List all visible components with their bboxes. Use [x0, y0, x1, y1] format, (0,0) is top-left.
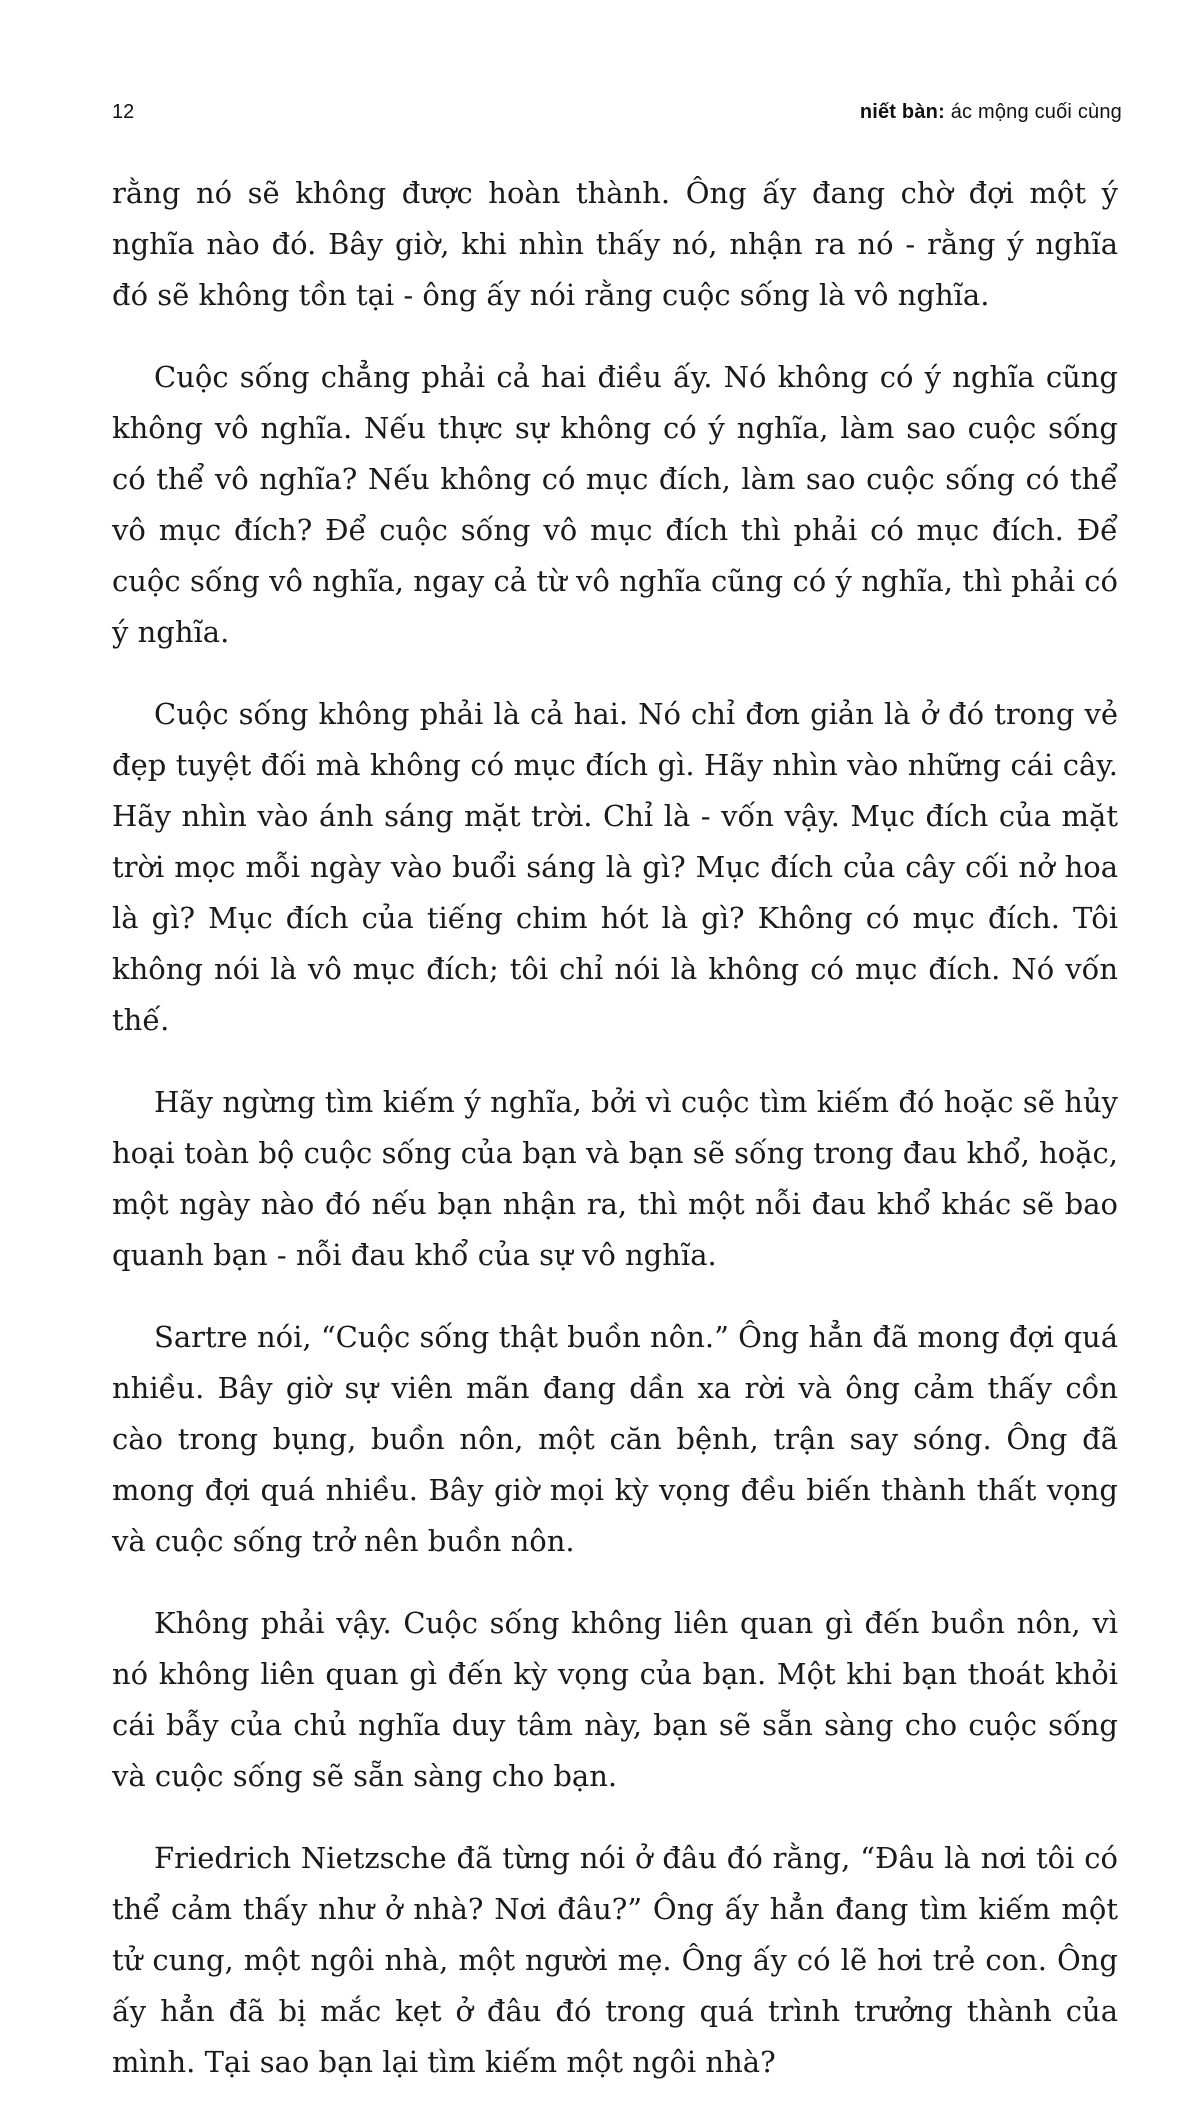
paragraph: Cuộc sống chẳng phải cả hai điều ấy. Nó không có ý nghĩa cũng không vô nghĩa. Nếu thực sự không có ý nghĩa, làm sao cuộc sống có thể vô nghĩa? Nếu không có mục đích, làm sao cuộc sống có thể vô mục đích? Để cuộc sống vô mục đích thì phải có mục đích. Để cuộc sống vô nghĩa, ngay cả từ vô nghĩa cũng có ý nghĩa, thì phải có ý nghĩa. [112, 360, 1118, 649]
paragraph: rằng nó sẽ không được hoàn thành. Ông ấy đang chờ đợi một ý nghĩa nào đó. Bây giờ, khi nhìn thấy nó, nhận ra nó - rằng ý nghĩa đó sẽ không tồn tại - ông ấy nói rằng cuộc sống là vô nghĩa. [112, 176, 1118, 312]
page-number: 12 [112, 100, 135, 123]
paragraph: Sartre nói, “Cuộc sống thật buồn nôn.” Ông hẳn đã mong đợi quá nhiều. Bây giờ sự viên mãn đang dần xa rời và ông cảm thấy cồn cào trong bụng, buồn nôn, một căn bệnh, trận say sóng. Ông đã mong đợi quá nhiều. Bây giờ mọi kỳ vọng đều biến thành thất vọng và cuộc sống trở nên buồn nôn. [112, 1320, 1118, 1558]
paragraph: Cuộc sống không phải là cả hai. Nó chỉ đơn giản là ở đó trong vẻ đẹp tuyệt đối mà không có mục đích gì. Hãy nhìn vào những cái cây. Hãy nhìn vào ánh sáng mặt trời. Chỉ là - vốn vậy. Mục đích của mặt trời mọc mỗi ngày vào buổi sáng là gì? Mục đích của cây cối nở hoa là gì? Mục đích của tiếng chim hót là gì? Không có mục đích. Tôi không nói là vô mục đích; tôi chỉ nói là không có mục đích. Nó vốn thế. [112, 697, 1118, 1037]
page-header [112, 96, 1122, 128]
paragraph: Friedrich Nietzsche đã từng nói ở đâu đó rằng, “Đâu là nơi tôi có thể cảm thấy như ở nhà? Nơi đâu?” Ông ấy hẳn đang tìm kiếm một tử cung, một ngôi nhà, một người mẹ. Ông ấy có lẽ hơi trẻ con. Ông ấy hẳn đã bị mắc kẹt ở đâu đó trong quá trình trưởng thành của mình. Tại sao bạn lại tìm kiếm một ngôi nhà? [112, 1841, 1118, 2079]
paragraph: Không phải vậy. Cuộc sống không liên quan gì đến buồn nôn, vì nó không liên quan gì đến kỳ vọng của bạn. Một khi bạn thoát khỏi cái bẫy của chủ nghĩa duy tâm này, bạn sẽ sẵn sàng cho cuộc sống và cuộc sống sẽ sẵn sàng cho bạn. [112, 1606, 1118, 1793]
body-text [112, 168, 1118, 2119]
running-title [860, 101, 1122, 124]
running-title-bold: niết bàn: [859, 100, 945, 123]
running-title-rest: ác mộng cuối cùng [944, 100, 1122, 123]
paragraph: Hãy ngừng tìm kiếm ý nghĩa, bởi vì cuộc tìm kiếm đó hoặc sẽ hủy hoại toàn bộ cuộc sống của bạn và bạn sẽ sống trong đau khổ, hoặc, một ngày nào đó nếu bạn nhận ra, thì một nỗi đau khổ khác sẽ bao quanh bạn - nỗi đau khổ của sự vô nghĩa. [112, 1085, 1118, 1272]
